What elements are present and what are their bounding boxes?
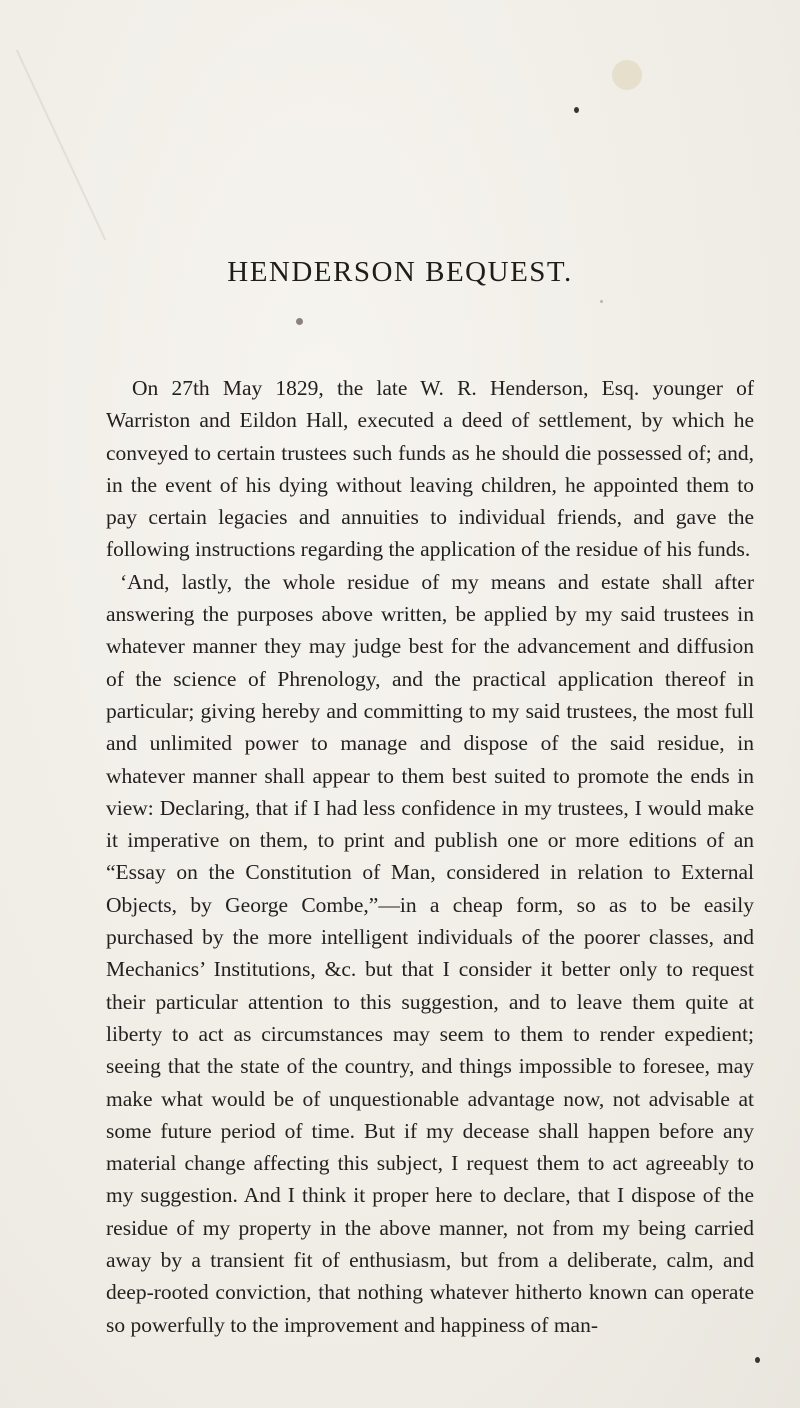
paper-stain bbox=[612, 60, 642, 90]
paragraph-quotation: ‘And, lastly, the whole residue of my means and estate shall after answering the purposes above written, be applied by my said trustees in whatever manner they may judge best for the advancement and diffusion of the science of Phrenology, and the practical application thereof in particular; giving hereby and committing to my said trustees, the most full and unlimited power to manage and dispose of the said residue, in whatever manner shall appear to them best suited to promote the ends in view: Declaring, that if I had less confidence in my trustees, I would make it imperative on them, to print and publish one or more editions of an “Essay on the Constitution of Man, considered in relation to External Objects, by George Combe,”—in a cheap form, so as to be easily purchased by the more intelligent individuals of the poorer classes, and Mechanics’ Institutions, &c. but that I consider it better only to request their particular attention to this suggestion, and to leave them quite at liberty to act as circumstances may seem to them to render expedient; seeing that the state of the country, and things impossible to foresee, may make what would be of unquestionable advantage now, not advisable at some future period of time. But if my decease shall happen before any material change affecting this subject, I request them to act agreeably to my suggestion. And I think it proper here to declare, that I dispose of the residue of my property in the above manner, not from my being carried away by a transient fit of enthusiasm, but from a deliberate, calm, and deep-rooted conviction, that nothing whatever hitherto known can operate so powerfully to the improvement and happiness of man- bbox=[106, 569, 754, 1337]
paragraph-intro: On 27th May 1829, the late W. R. Henderson, Esq. younger of Warriston and Eildon Hall, executed a deed of settlement, by which he conveyed to certain trustees such funds as he should die possessed of; and, in the event of his dying without leaving children, he appointed them to pay certain legacies and annuities to individual friends, and gave the following instructions regarding the application of the residue of his funds. bbox=[106, 376, 754, 562]
ink-speck bbox=[755, 1357, 760, 1363]
ink-speck bbox=[296, 318, 303, 325]
page-title: HENDERSON BEQUEST. bbox=[227, 256, 573, 288]
ink-speck bbox=[600, 300, 603, 303]
ink-speck bbox=[574, 107, 579, 113]
body-text bbox=[106, 372, 754, 1341]
paper-crease bbox=[16, 49, 107, 240]
